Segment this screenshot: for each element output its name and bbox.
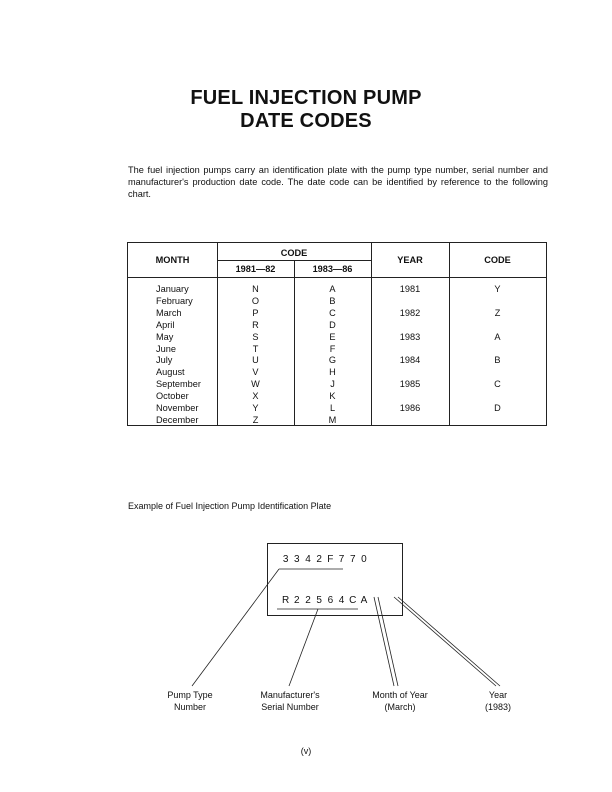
plate-character: 7 — [338, 554, 345, 565]
plate-character: 4 — [305, 554, 311, 565]
code-1981-82-cell: T — [252, 343, 259, 354]
plate-character: R — [281, 595, 290, 606]
code-1981-82-cell: S — [252, 331, 259, 342]
plate-character: 2 — [316, 554, 322, 565]
year-cell: 1981 — [399, 284, 421, 294]
month-name-cell: February — [156, 295, 193, 306]
callout-month-line1: Month of Year — [372, 690, 428, 700]
code-1983-86-cell: K — [329, 391, 336, 402]
month-name-cell: January — [156, 284, 189, 294]
code-1983-86-cell: C — [329, 307, 336, 318]
year-code-cell: C — [494, 379, 501, 390]
callout-month-of-year — [355, 689, 445, 713]
month-name-cell: March — [156, 307, 182, 318]
intro-paragraph: The fuel injection pumps carry an identification plate with the pump type number, serial number and manufacturer's production date code. The date code can be identified by reference to the following chart. — [128, 165, 548, 199]
code-1983-86-cell: L — [329, 403, 336, 413]
code-1981-82-cell: P — [252, 307, 259, 318]
plate-character: 5 — [316, 595, 322, 606]
callout-pump-type-line2: Number — [173, 702, 206, 712]
callout-serial-number — [245, 689, 335, 713]
year-cell: 1984 — [399, 355, 421, 366]
example-caption: Example of Fuel Injection Pump Identification Plate — [128, 501, 332, 511]
header-year-code: CODE — [484, 255, 511, 265]
plate-character: 2 — [305, 595, 311, 606]
header-code: CODE — [280, 248, 308, 258]
plate-character: A — [360, 595, 368, 606]
code-1981-82-cell: U — [252, 355, 259, 366]
plate-character: 7 — [349, 554, 356, 565]
plate-character: 3 — [294, 554, 300, 565]
date-code-table — [127, 242, 547, 426]
header-year: YEAR — [397, 255, 423, 265]
identification-plate — [267, 543, 403, 616]
plate-character: F — [327, 554, 334, 565]
year-cell: 1986 — [399, 403, 421, 413]
code-1981-82-cell: N — [252, 284, 259, 294]
code-1981-82-cell: X — [252, 391, 259, 402]
month-name-cell: May — [156, 331, 174, 342]
callout-pump-type — [150, 689, 230, 713]
code-1981-82-cell: O — [251, 295, 260, 306]
month-name-cell: November — [156, 403, 199, 413]
code-1983-86-cell: H — [329, 367, 336, 378]
header-code-1981-82: 1981—82 — [235, 264, 276, 274]
pump-type-leader — [192, 569, 279, 686]
month-name-cell: August — [156, 367, 185, 378]
code-1983-86-cell: D — [329, 319, 336, 330]
year-code-cell: B — [494, 355, 501, 366]
year-code-cell: A — [494, 331, 501, 342]
code-1981-82-cell: W — [251, 379, 260, 390]
code-1983-86-cell: F — [329, 343, 336, 354]
year-leader — [394, 597, 496, 686]
plate-character: 0 — [361, 554, 367, 565]
page-title-line-2: DATE CODES — [240, 110, 372, 132]
serial-leader — [289, 609, 318, 686]
callout-year-line1: Year — [488, 690, 508, 700]
month-name-cell: December — [156, 414, 199, 425]
code-1983-86-cell: M — [328, 414, 337, 425]
callout-serial-line1: Manufacturer's — [260, 690, 320, 700]
callout-pump-type-line1: Pump Type — [167, 690, 213, 700]
year-leader-2 — [398, 597, 500, 686]
year-code-cell: D — [494, 403, 501, 413]
plate-pump-type-line — [280, 554, 370, 565]
code-1981-82-cell: R — [252, 319, 259, 330]
year-cell: 1982 — [399, 307, 421, 318]
code-1983-86-cell: B — [329, 295, 336, 306]
plate-serial-date-line — [280, 595, 370, 606]
year-cell: 1985 — [399, 379, 421, 390]
year-code-cell: Z — [494, 307, 501, 318]
year-cell: 1983 — [399, 331, 421, 342]
plate-character: C — [349, 595, 357, 606]
year-code-cell: Y — [494, 284, 501, 294]
code-1981-82-cell: Y — [252, 403, 259, 413]
page-title-line-1: FUEL INJECTION PUMP — [190, 87, 422, 109]
code-1983-86-cell: E — [329, 331, 336, 342]
code-1981-82-cell: Z — [252, 414, 259, 425]
code-1983-86-cell: G — [328, 355, 337, 366]
code-1981-82-cell: V — [252, 367, 259, 378]
plate-character: 6 — [327, 595, 334, 606]
callout-year-line2: (1983) — [484, 702, 511, 712]
callout-month-line2: (March) — [384, 702, 416, 712]
month-name-cell: April — [156, 319, 175, 330]
callout-serial-line2: Serial Number — [261, 702, 319, 712]
code-1983-86-cell: J — [330, 379, 335, 390]
header-code-1983-86: 1983—86 — [312, 264, 353, 274]
month-name-cell: July — [156, 355, 173, 366]
month-name-cell: June — [156, 343, 176, 354]
table-divider — [217, 260, 371, 261]
plate-character: 3 — [282, 554, 289, 565]
header-month: MONTH — [155, 255, 190, 265]
table-divider — [128, 277, 546, 278]
page-number: (v) — [300, 746, 312, 756]
month-name-cell: October — [156, 391, 189, 402]
plate-character: 2 — [294, 595, 300, 606]
plate-character: 4 — [338, 595, 345, 606]
code-1983-86-cell: A — [329, 284, 336, 294]
month-name-cell: September — [156, 379, 201, 390]
callout-year — [468, 689, 528, 713]
